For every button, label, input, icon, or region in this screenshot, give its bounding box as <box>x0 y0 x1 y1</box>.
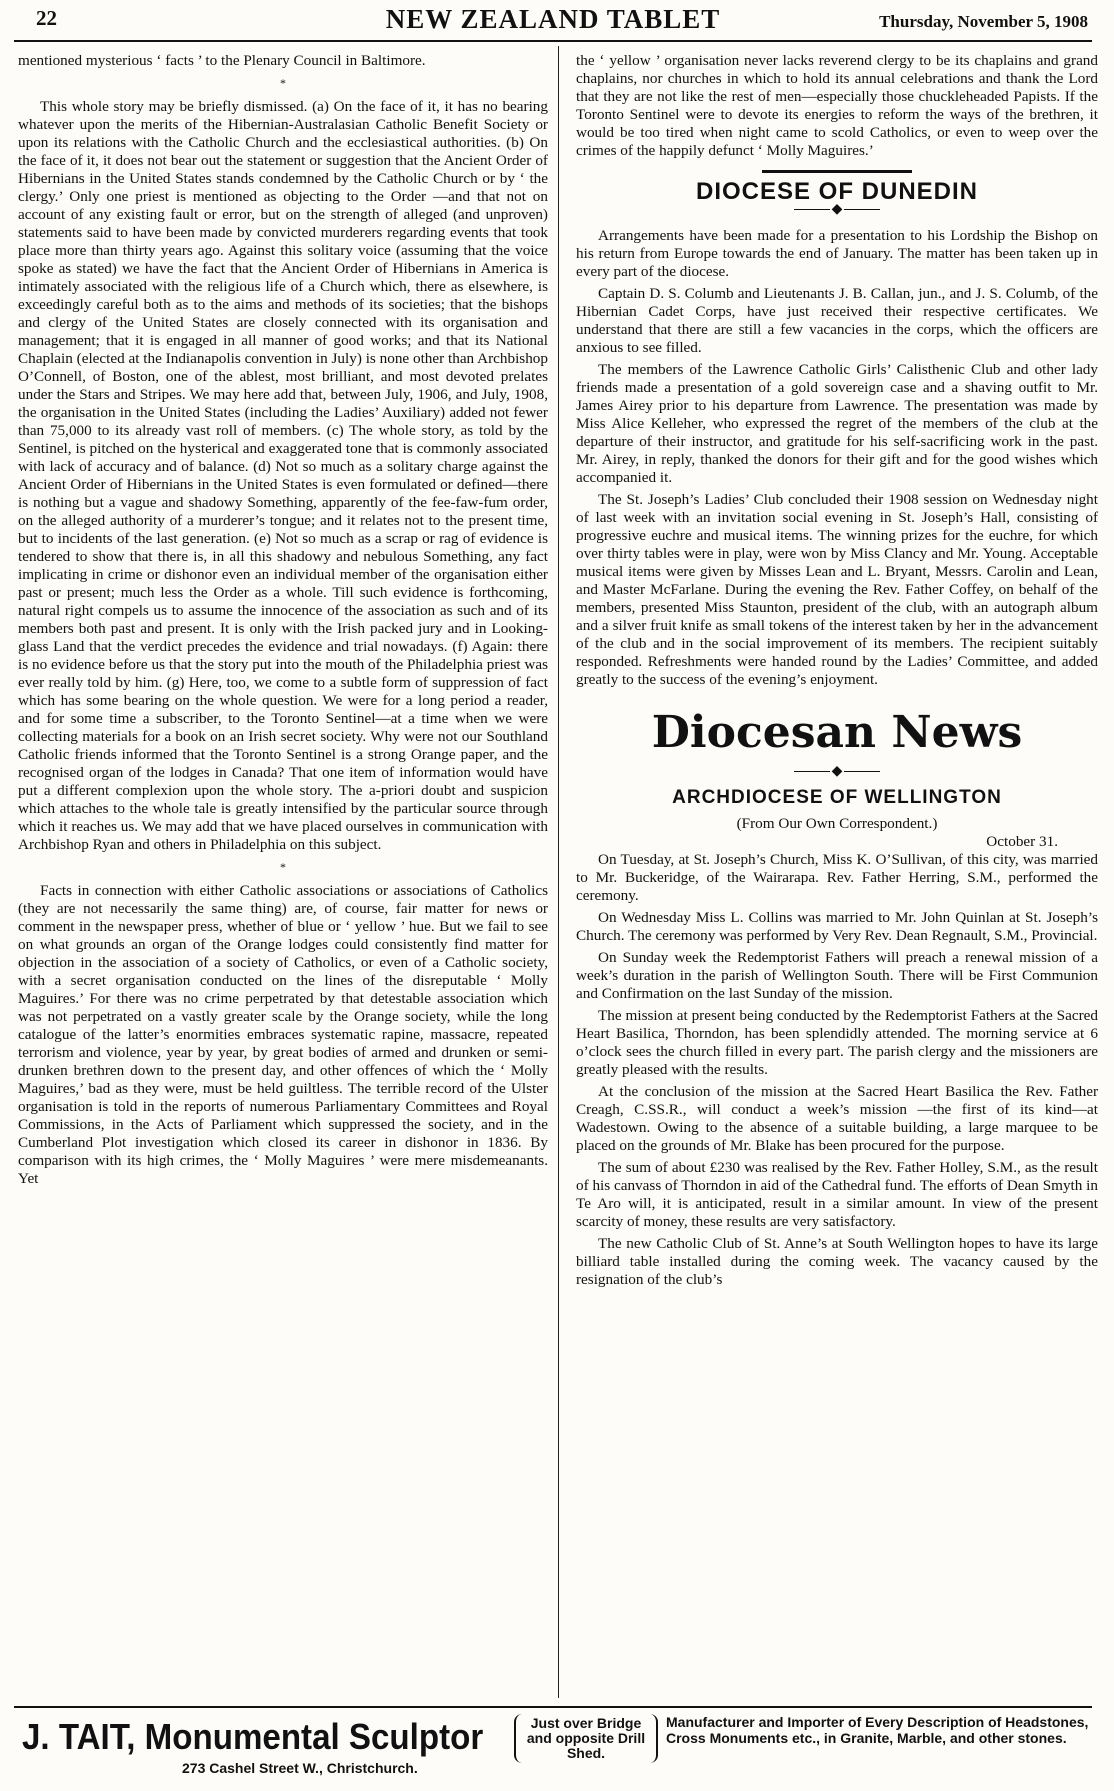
dunedin-heading: DIOCESE OF DUNEDIN <box>695 178 979 205</box>
advertisement <box>14 1706 1092 1782</box>
issue-date: Thursday, November 5, 1908 <box>879 12 1088 31</box>
paragraph: Arrangements have been made for a presentation to his Lordship the Bishop on his return from Europe towards the end of January. The matter has been taken up in every part of the diocese. <box>576 227 1098 280</box>
paragraph: The sum of about £230 was realised by the Rev. Father Holley, S.M., as the result of his canvass of Thorndon in aid of the Cathedral fund. The efforts of Dean Smyth in Te Aro will, it is anticipated, result in a similar amount. In view of the present scarcity of money, these results are very satisfactory. <box>576 1159 1098 1230</box>
diocesan-news-heading: Diocesan News <box>651 707 1023 758</box>
paragraph: Captain D. S. Columb and Lieutenants J. B. Callan, jun., and J. S. Columb, of the Hibernian Cadet Corps, have just received their respective certificates. We understand that there are still a few vacancies in the corps, which the officers are anxious to see filled. <box>576 285 1098 356</box>
paragraph: the ‘ yellow ’ organisation never lacks reverend clergy to be its chaplains and grand chaplains, nor churches in which to hold its annual celebrations and thank the Lord that they are not like the rest of men—especially those chuckleheaded Papists. If the Toronto Sentinel were to devote its energies to reform the ways of the brethren, it would be too tired when night came to scold Catholics, or even to weep over the crimes of the happily defunct ‘ Molly Maguires.’ <box>576 52 1098 159</box>
advertiser-location: Just over Bridge and opposite Drill Shed. <box>514 1714 658 1763</box>
section-star: * <box>280 76 286 90</box>
paragraph: The new Catholic Club of St. Anne’s at South Wellington hopes to have its large billiard table installed during the coming week. The vacancy caused by the resignation of the club’s <box>576 1235 1098 1288</box>
paragraph: On Tuesday, at St. Joseph’s Church, Miss K. O’Sullivan, of this city, was married to Mr. Buckeridge, of the Wairarapa. Rev. Father Herring, S.M., performed the ceremony. <box>576 851 1098 904</box>
paragraph: On Sunday week the Redemptorist Fathers will preach a renewal mission of a week’s duration in the parish of Wellington South. There will be First Communion and Confirmation on the last Sunday of the mission. <box>576 949 1098 1002</box>
paragraph: The St. Joseph’s Ladies’ Club concluded their 1908 session on Wednesday night of last week with an invitation social evening in St. Joseph’s Hall, consisting of progressive euchre and musical items. The winning prizes for the euchre, for which over thirty tables were in play, were won by Miss Clancy and Mr. Young. Acceptable musical items were given by Misses Lean and L. Bryant, Messrs. Carolin and Lean, and Master McFarlane. During the evening the Rev. Father Coffey, on behalf of the members, presented Miss Staunton, president of the club, with an autograph album and a silver fruit knife as small tokens of the interest taken by her in the advancement of the club and in the social improvement of its members. The recipient suitably responded. Refreshments were handed round by the Ladies’ Committee, and added greatly to the success of the evening’s enjoyment. <box>576 491 1098 688</box>
page-header <box>14 4 1092 42</box>
left-column <box>18 52 548 1680</box>
publication-title: NEW ZEALAND TABLET <box>385 4 721 34</box>
wellington-heading: ARCHDIOCESE OF WELLINGTON <box>672 787 1002 808</box>
right-column <box>576 52 1098 1680</box>
advertiser-address: 273 Cashel Street W., Christchurch. <box>182 1760 418 1776</box>
section-rule <box>762 170 912 173</box>
heading-ornament: ◆ <box>576 765 1098 779</box>
paragraph: The mission at present being conducted by the Redemptorist Fathers at the Sacred Heart Basilica, Thorndon, has been splendidly attended. The morning service at 6 o’clock sees the church filled in every part. The parish clergy and the missioners are greatly pleased with the results. <box>576 1007 1098 1078</box>
correspondent-line: (From Our Own Correspondent.) <box>736 815 938 832</box>
paragraph: At the conclusion of the mission at the Sacred Heart Basilica the Rev. Father Creagh, C.SS.R., will conduct a week’s mission —the first of its kind—at Wadestown. Owing to the absence of a suitable building, a large marquee to be placed on the grounds of Mr. Blake has been procured for the purpose. <box>576 1083 1098 1154</box>
column-divider <box>558 46 559 1698</box>
page-number: 22 <box>36 6 57 30</box>
paragraph: mentioned mysterious ‘ facts ’ to the Plenary Council in Baltimore. <box>18 52 426 69</box>
paragraph: This whole story may be briefly dismissed. (a) On the face of it, it has no bearing whatever upon the merits of the Hibernian-Australasian Catholic Benefit Society or upon its relations with the Catholic Church and the ecclesiastical authorities. (b) On the face of it, it does not bear out the statement or suggestion that the Ancient Order of Hibernians in the United States stands condemned by the Catholic Church or by ‘ the clergy.’ Only one priest is mentioned as objecting to the Order —and that not on account of any existing fault or error, but on the strength of alleged (and unproven) statements said to have been made by convicted murderers regarding events that took place more than thirty years ago. Against this solitary voice (assuming that the voice spoke as stated) we have the fact that the Ancient Order of Hibernians in America is intimately associated with the religious life of a Church which, there as elsewhere, is exceedingly careful both as to the aims and methods of its societies; that the bishops and clergy of the United States are closely connected with its organisation and management; that it is engaged in all manner of good works; and that its National Chaplain (elected at the Indianapolis convention in July) is none other than Archbishop O’Connell, of Boston, one of the ablest, most brilliant, and most devoted prelates under the Stars and Stripes. We may here add that, between July, 1906, and July, 1908, the organisation in the United States (including the Ladies’ Auxiliary) added not fewer than 75,000 to its already vast roll of members. (c) The whole story, as told by the Sentinel, is pitched on the hysterical and exaggerated tone that is commonly associated with lack of accuracy and of balance. (d) Not so much as a solitary charge against the Ancient Order of Hibernians in the United States is even formulated or defined—there is nothing but a vague and shadowy Something, apparently of the fee-faw-fum order, on the alleged authority of a murderer’s tongue; and it relates not to the present time, but to incidents of the last generation. (e) Not so much as a scrap or rag of evidence is tendered to show that there is, in all this shadowy and nebulous Something, any fact implicating in crime or dishonor even an individual member of the organisation either past or present; much less the Order as a whole. Till such evidence is forthcoming, natural right compels us to assume the innocence of the association as such and of its members both past and present. It is only with the Irish packed jury and in Looking-glass Land that the verdict precedes the evidence and trial nowadays. (f) Again: there is no evidence before us that the story put into the mouth of the Philadelphia priest was ever really told by him. (g) Here, too, we come to a subtle form of suppression of fact which has some bearing on the whole question. We were for a long period a reader, and for some time a subscriber, to the Toronto Sentinel—at a time when we were collecting materials for a book on an Irish secret society. Why were not our Southland Catholic friends informed that the Toronto Sentinel is a strong Orange paper, and the recognised organ of the lodges in Canada? That one item of information would have put a different complexion upon the whole story. The a-priori doubt and suspicion which attaches to the whole tale is greatly intensified by the particular source through which it reaches us. We may add that we have placed ourselves in communication with Archbishop Ryan and others in Philadelphia on this subject. <box>18 98 548 853</box>
advertiser-name: J. TAIT, Monumental Sculptor <box>22 1716 484 1757</box>
paragraph: Facts in connection with either Catholic associations or associations of Catholics (they are not necessarily the same thing) are, of course, fair matter for news or comment in the newspaper press, whether of blue or ‘ yellow ’ hue. But we fail to see on what grounds an organ of the Orange lodges could consistently find matter for objection in the association of a society of Catholics, or even of a Catholic society, with a secret organisation conducted on the lines of the disreputable ‘ Molly Maguires.’ For there was no crime perpetrated by that detestable association which was not perpetrated on a vastly greater scale by the Orange society, while the long catalogue of the latter’s enormities embraces systematic rapine, massacre, repeated terrorism and violence, year by year, by great bodies of armed and drunken or semi-drunken brethren down to the present day, and other offences of which the ‘ Molly Maguires,’ bad as they were, must be held guiltless. The terrible record of the Ulster organisation is told in the reports of numerous Parliamentary Committees and Royal Commissions, in the Acts of Parliament which suppressed the society, and in the Cumberland Plot investigation which closed its career in dishonor in 1836. By comparison with its high crimes, the ‘ Molly Maguires ’ were mere misdemeanants. Yet <box>18 882 548 1187</box>
paragraph: The members of the Lawrence Catholic Girls’ Calisthenic Club and other lady friends made a presentation of a gold sovereign case and a shaving outfit to Mr. James Airey prior to his departure from Lawrence. The presentation was made by Miss Alice Kelleher, who expressed the regret of the members of the club at the departure of their instructor, and gratitude for his self-sacrificing work in the past. Mr. Airey, in reply, thanked the donors for their gift and for the good wishes which accompanied it. <box>576 361 1098 486</box>
section-star: * <box>280 860 286 874</box>
heading-ornament: ◆ <box>576 203 1098 217</box>
advertiser-description: Manufacturer and Importer of Every Description of Headstones, Cross Monuments etc., in Granite, Marble, and other stones. <box>666 1714 1089 1746</box>
paragraph: On Wednesday Miss L. Collins was married to Mr. John Quinlan at St. Joseph’s Church. The ceremony was performed by Very Rev. Dean Regnault, S.M., Provincial. <box>576 909 1098 944</box>
dateline: October 31. <box>986 833 1058 850</box>
